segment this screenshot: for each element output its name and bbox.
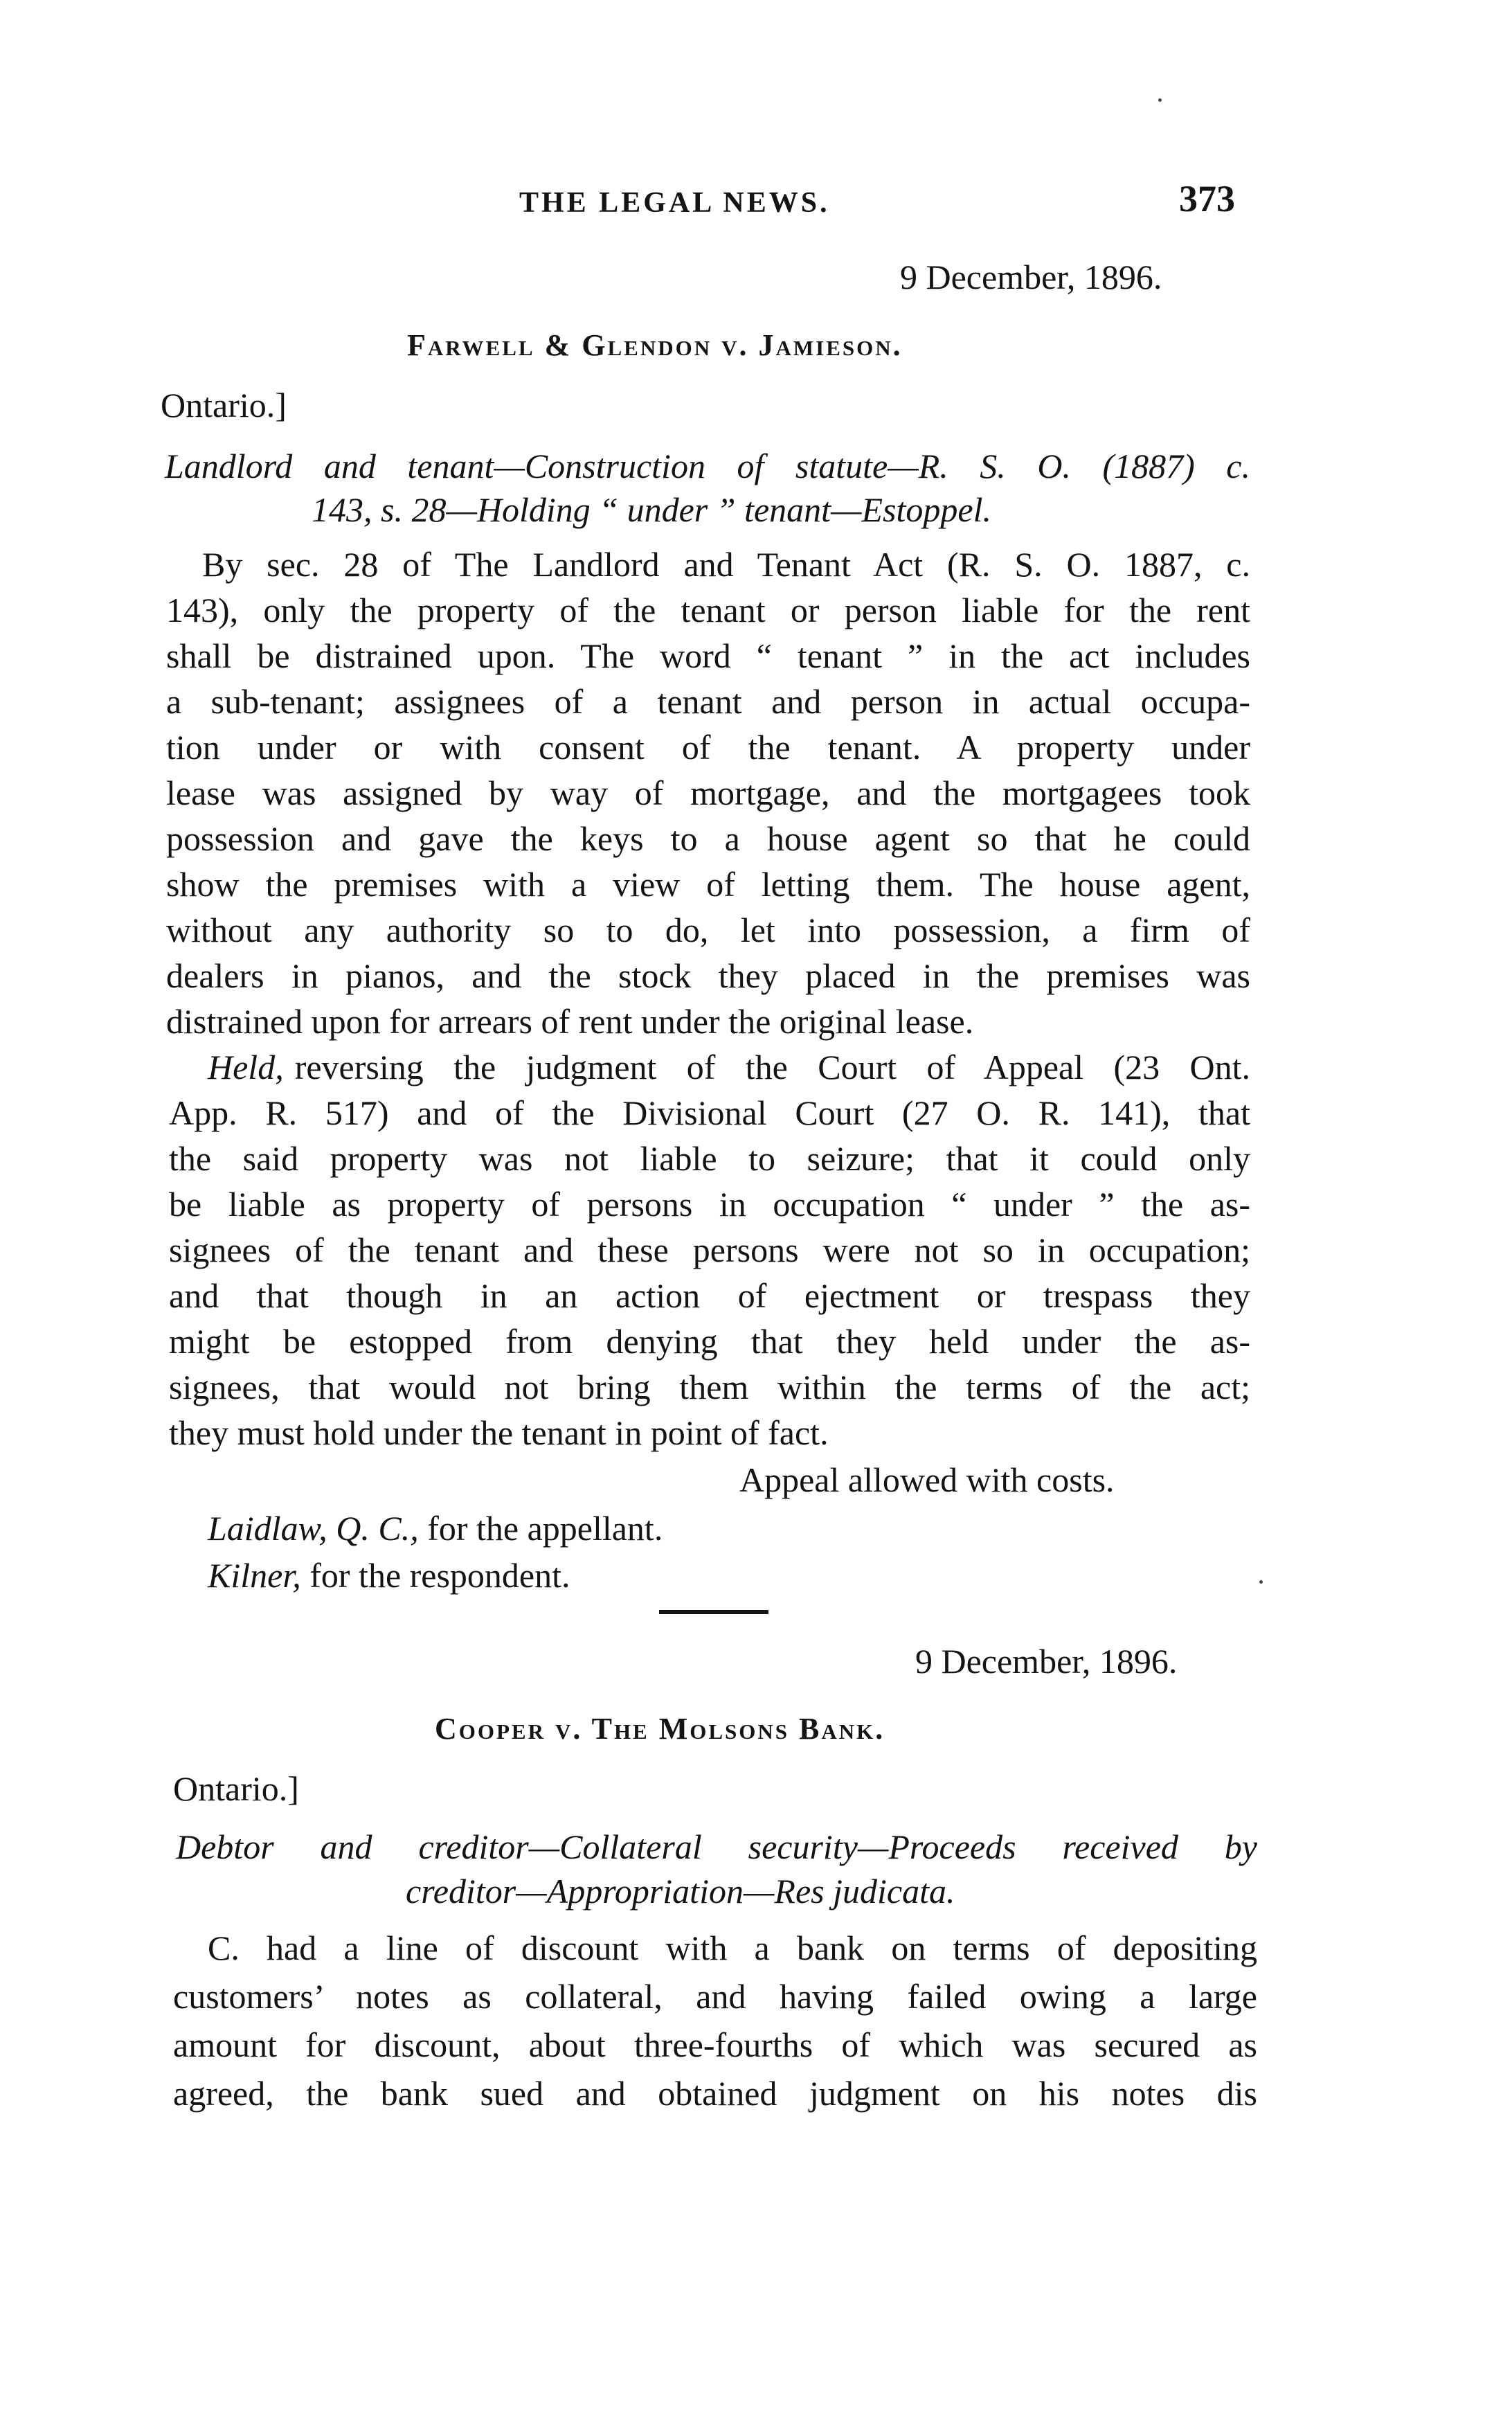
- counsel-appellant-role: for the appellant.: [427, 1509, 663, 1548]
- case1-headnote-line: 143, s. 28—Holding “ under ” tenant—Estoppel.: [312, 490, 991, 529]
- counsel-respondent-role: for the respondent.: [309, 1556, 570, 1595]
- case1-body-line: lease was assigned by way of mortgage, and the mortgagees took: [166, 773, 1250, 812]
- case1-title: Farwell & Glendon v. Jamieson.: [407, 328, 903, 362]
- case1-body-line: show the premises with a view of letting them. The house agent,: [166, 865, 1250, 904]
- case1-disposition: Appeal allowed with costs.: [739, 1460, 1115, 1499]
- counsel-appellant: [208, 1507, 663, 1550]
- held-rest: reversing the judgment of the Court of Appeal (23 Ont.: [294, 1048, 1250, 1086]
- case2-body-line: customers’ notes as collateral, and having failed owing a large: [173, 1977, 1257, 2016]
- case2-headnote-line: Debtor and creditor—Collateral security—Proceeds received by: [176, 1827, 1257, 1866]
- case1-body-line: signees, that would not bring them within the terms of the act;: [169, 1368, 1250, 1406]
- page-number: 373: [1179, 178, 1235, 220]
- case1-body-line: tion under or with consent of the tenant. A property under: [166, 728, 1250, 767]
- case1-body-line: App. R. 517) and of the Divisional Court (27 O. R. 141), that: [169, 1093, 1250, 1132]
- case1-body-line: might be estopped from denying that they held under the as-: [169, 1322, 1250, 1361]
- case1-date: 9 December, 1896.: [900, 258, 1162, 296]
- scan-speck: [1158, 98, 1162, 102]
- held-word: Held,: [208, 1048, 284, 1086]
- case2-title: Cooper v. The Molsons Bank.: [435, 1712, 885, 1746]
- scan-speck: [1259, 1580, 1263, 1584]
- counsel-appellant-name: Laidlaw, Q. C.,: [208, 1509, 419, 1548]
- case1-body-line: without any authority so to do, let into possession, a firm of: [166, 911, 1250, 949]
- case2-headnote-line: creditor—Appropriation—Res judicata.: [406, 1872, 955, 1911]
- section-divider-rule: [659, 1610, 768, 1614]
- case1-held-line: [208, 1046, 1250, 1089]
- case1-body-line: possession and gave the keys to a house agent so that he could: [166, 819, 1250, 858]
- case1-body-line: By sec. 28 of The Landlord and Tenant Act (R. S. O. 1887, c.: [202, 545, 1250, 584]
- case1-body-line: shall be distrained upon. The word “ tenant ” in the act includes: [166, 636, 1250, 675]
- case1-headnote-line: Landlord and tenant—Construction of statute—R. S. O. (1887) c.: [165, 447, 1250, 485]
- case2-body-line: C. had a line of discount with a bank on terms of depositing: [208, 1929, 1257, 1967]
- case1-body-line: they must hold under the tenant in point of fact.: [169, 1413, 829, 1452]
- case1-body-line: be liable as property of persons in occupation “ under ” the as-: [169, 1185, 1250, 1224]
- case1-body-line: 143), only the property of the tenant or person liable for the rent: [166, 591, 1250, 629]
- counsel-respondent: [208, 1554, 570, 1597]
- running-header-title: THE LEGAL NEWS.: [519, 187, 830, 219]
- case2-court: Ontario.]: [173, 1769, 299, 1808]
- case2-body-line: amount for discount, about three-fourths of which was secured as: [173, 2025, 1257, 2064]
- case2-date: 9 December, 1896.: [915, 1642, 1178, 1681]
- case1-court: Ontario.]: [161, 386, 287, 424]
- case1-body-line: distrained upon for arrears of rent under the original lease.: [166, 1002, 974, 1041]
- case1-body-line: signees of the tenant and these persons were not so in occupation;: [169, 1231, 1250, 1269]
- case1-body-line: dealers in pianos, and the stock they placed in the premises was: [166, 956, 1250, 995]
- case2-body-line: agreed, the bank sued and obtained judgment on his notes dis: [173, 2074, 1257, 2113]
- case1-body-line: a sub-tenant; assignees of a tenant and person in actual occupa-: [166, 682, 1250, 721]
- case1-body-line: the said property was not liable to seizure; that it could only: [169, 1139, 1250, 1178]
- case1-body-line: and that though in an action of ejectment or trespass they: [169, 1276, 1250, 1315]
- counsel-respondent-name: Kilner,: [208, 1556, 301, 1595]
